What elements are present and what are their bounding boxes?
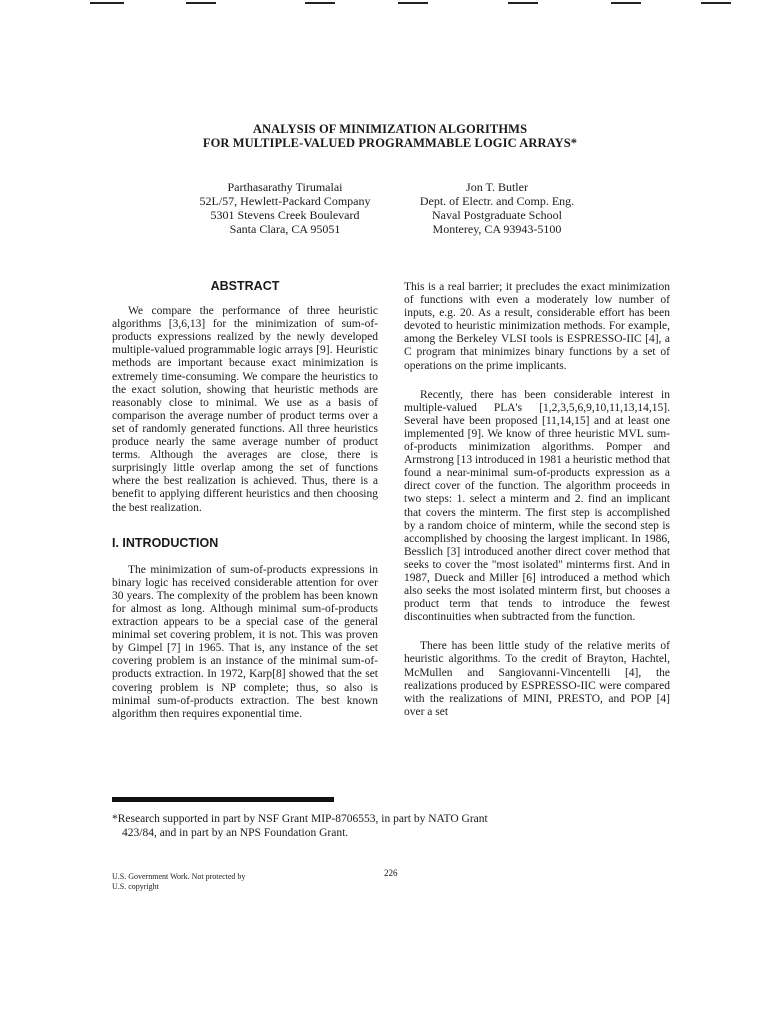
author-block-1 [170, 180, 400, 236]
edge-mark [186, 2, 216, 4]
edge-mark [611, 2, 641, 4]
author-2-name: Jon T. Butler [466, 180, 528, 194]
footnote-line-2: 423/84, and in part by an NPS Foundation Grant. [122, 827, 349, 839]
footnote-rule [112, 797, 334, 802]
author-1-affiliation: 52L/57, Hewlett-Packard Company [199, 194, 371, 208]
left-column [112, 278, 378, 731]
introduction-heading: I. INTRODUCTION [112, 535, 219, 550]
author-2-department: Dept. of Electr. and Comp. Eng. [419, 194, 575, 208]
author-1-name: Parthasarathy Tirumalai [227, 180, 343, 194]
author-block-2 [382, 180, 612, 236]
copyright-line-2: U.S. copyright [112, 882, 159, 891]
author-2-city: Monterey, CA 93943-5100 [432, 222, 562, 236]
author-1-street: 5301 Stevens Creek Boulevard [210, 208, 360, 222]
title-line-1: ANALYSIS OF MINIMIZATION ALGORITHMS [252, 122, 528, 136]
right-paragraph-2: Recently, there has been considerable interest in multiple-valued PLA's [1,2,3,5,6,9,10,11,13,14,15]. Several have been proposed [11,14,15] and at least one implemented [9]. We know of three heuristic MVL sum-of-products minimization algorithms. Pomper and Armstrong [13 introduced in 1981 a heuristic method that found a near-minimal sum-of-products expression as a direct cover of the function. The algorithm proceeds in two steps: 1. select a minterm and 2. find an implicant that covers the minterm. The first step is accomplished by a random choice of minterm, while the second step is accomplished by choosing the largest implicant. In 1986, Besslich [3] introduced another direct cover method that seeks to cover the "most isolated" minterms first. And in 1987, Dueck and Miller [6] introduced a method which also seeks the most isolated minterm first, but chooses a product term that tends to introduce the fewest discontinuities when subtracted from the function. [404, 388, 670, 624]
copyright-notice [112, 872, 245, 892]
edge-mark [701, 2, 731, 4]
footnote-line-1: *Research supported in part by NSF Grant MIP-8706553, in part by NATO Grant [112, 813, 488, 825]
footnote [112, 812, 672, 840]
right-column [404, 281, 670, 735]
scan-edge-marks [0, 0, 770, 6]
edge-mark [305, 2, 335, 4]
right-paragraph-1: This is a real barrier; it precludes the exact minimization of functions with even a moderately low number of inputs, e.g. 20. As a result, considerable effort has been devoted to heuristic minimization methods. For example, among the Berkeley VLSI tools is ESPRESSO-IIC [4], a C program that minimizes binary functions by a set of operations on the prime implicants. [404, 281, 670, 372]
edge-mark [90, 2, 124, 4]
page-number: 226 [384, 868, 398, 878]
copyright-line-1: U.S. Government Work. Not protected by [112, 872, 246, 881]
edge-mark [398, 2, 428, 4]
abstract-heading: ABSTRACT [210, 279, 280, 293]
paper-title [110, 122, 670, 150]
abstract-text: We compare the performance of three heuristic algorithms [3,6,13] for the minimization of sum-of-products expressions realized by the newly developed multiple-valued programmable logic arrays [9]. Heuristic methods are important because exact minimization is extremely time-consuming. We compare the heuristics to the exact solution, showing that heuristic methods are reasonably close to minimal. We use as a basis of comparison the average number of product terms over a set of randomly generated functions. All three heuristics produce nearly the same average number of product terms. Although the averages are close, there is surprisingly little overlap among the set of functions where the best realization is achieved. Thus, there is a benefit to applying different heuristics and then choosing the best realization. [112, 305, 378, 514]
right-paragraph-3: There has been little study of the relative merits of heuristic algorithms. To the credit of Brayton, Hachtel, McMullen and Sangiovanni-Vincentelli [4], the realizations produced by ESPRESSO-IIC were compared with the realizations of MINI, PRESTO, and POP [4] over a set [404, 640, 670, 718]
title-line-2: FOR MULTIPLE-VALUED PROGRAMMABLE LOGIC ARRAYS* [202, 136, 578, 150]
edge-mark [508, 2, 538, 4]
introduction-paragraph-1: The minimization of sum-of-products expressions in binary logic has received considerable attention for over 30 years. The complexity of the problem has been known for almost as long. Although minimal sum-of-products extraction appears to be a special case of the general minimal set covering problem, it is not. This was proven by Gimpel [7] in 1965. That is, any instance of the set covering problem is an instance of the minimal sum-of-products extraction. In 1972, Karp[8] showed that the set covering problem is NP complete; thus, so also is minimal sum-of-products extraction. The best known algorithm then requires exponential time. [112, 563, 378, 720]
author-2-school: Naval Postgraduate School [432, 208, 562, 222]
author-1-city: Santa Clara, CA 95051 [229, 222, 341, 236]
